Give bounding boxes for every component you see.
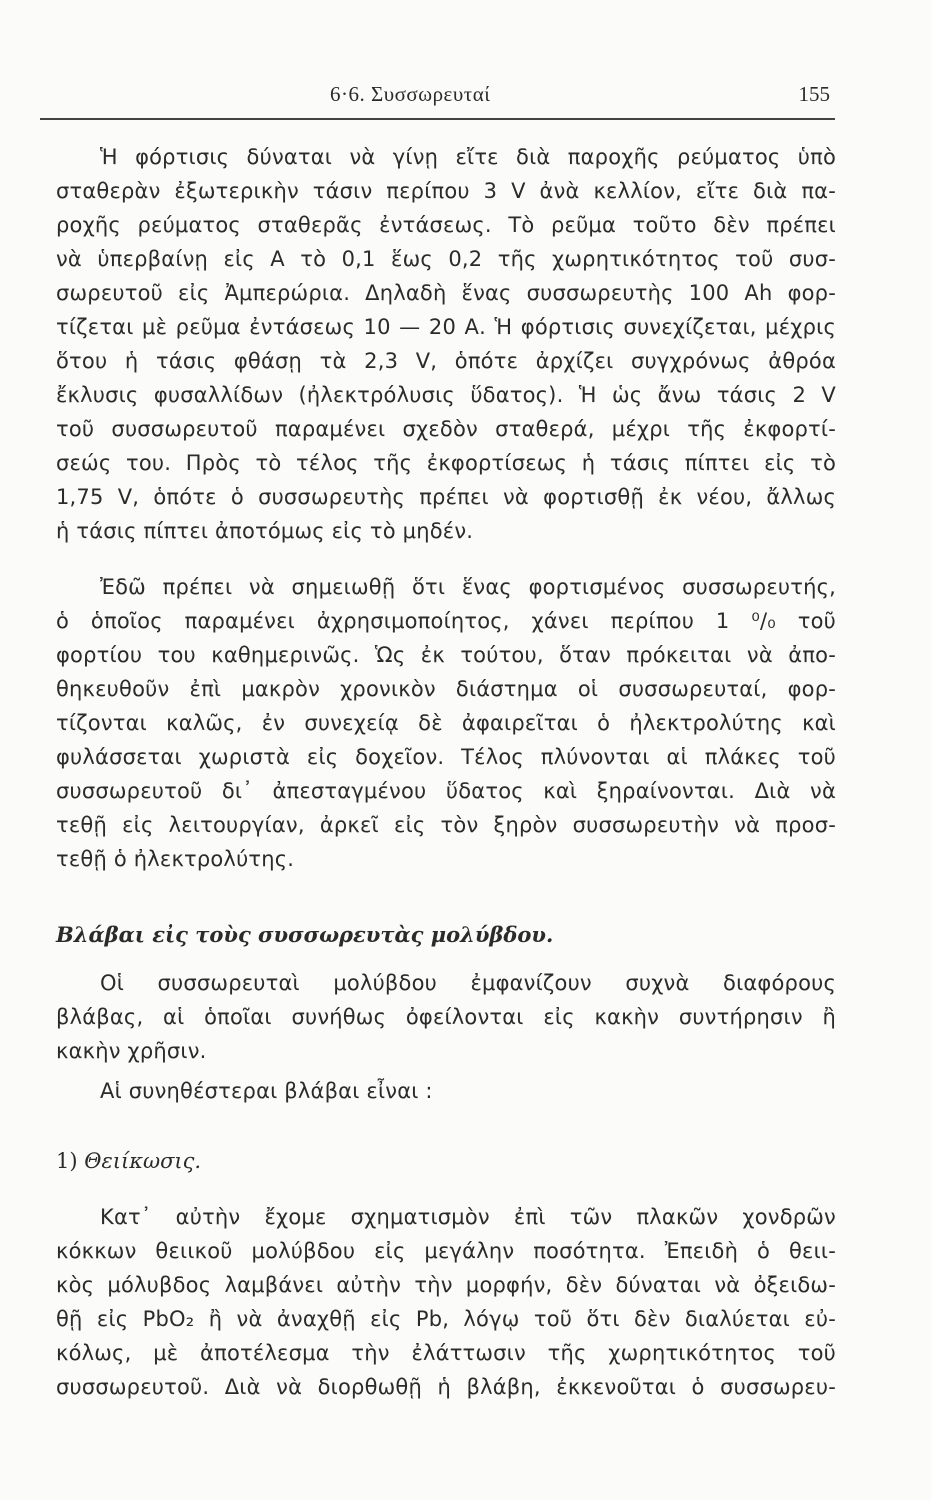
- text-line: κὸς μόλυβδος λαμβάνει αὐτὴν τὴν μορφήν, δὲν δύναται νὰ ὀξειδω-: [56, 1273, 836, 1297]
- list-item-number: 1): [56, 1149, 78, 1173]
- header-rule: [40, 118, 835, 120]
- page-header: [40, 78, 830, 118]
- text-line: ἡ τάσις πίπτει ἀποτόμως εἰς τὸ μηδέν.: [56, 519, 474, 543]
- text-line: ροχῆς ρεύματος σταθερᾶς ἐντάσεως. Τὸ ρεῦμα τοῦτο δὲν πρέπει: [56, 213, 836, 237]
- text-line: Οἱ συσσωρευταὶ μολύβδου ἐμφανίζουν συχνὰ διαφόρους: [100, 971, 836, 995]
- text-line: τίζονται καλῶς, ἐν συνεχείᾳ δὲ ἀφαιρεῖται ὁ ἠλεκτρολύτης καὶ: [56, 711, 836, 735]
- section-heading: Βλάβαι εἰς τοὺς συσσωρευτὰς μολύβδου.: [56, 922, 554, 947]
- text-line: τεθῇ ὁ ἠλεκτρολύτης.: [56, 847, 295, 871]
- text-line: φυλάσσεται χωριστὰ εἰς δοχεῖον. Τέλος πλύνονται αἱ πλάκες τοῦ: [56, 745, 836, 769]
- text-line: Αἱ συνηθέστεραι βλάβαι εἶναι :: [100, 1079, 433, 1103]
- running-head: 6·6. Συσσωρευταί: [330, 82, 491, 106]
- text-line: ὁ ὁποῖος παραμένει ἀχρησιμοποίητος, χάνει περίπου 1 ⁰/₀ τοῦ: [56, 609, 836, 633]
- text-line: σεώς του. Πρὸς τὸ τέλος τῆς ἐκφορτίσεως ἡ τάσις πίπτει εἰς τὸ: [56, 451, 836, 475]
- text-line: νὰ ὑπερβαίνῃ εἰς Α τὸ 0,1 ἕως 0,2 τῆς χωρητικότητος τοῦ συσ-: [56, 247, 836, 271]
- list-item-title: Θειίκωσις.: [84, 1149, 202, 1173]
- text-line: βλάβας, αἱ ὁποῖαι συνήθως ὀφείλονται εἰς κακὴν συντήρησιν ἢ: [56, 1005, 836, 1029]
- text-line: τοῦ συσσωρευτοῦ παραμένει σχεδὸν σταθερά, μέχρι τῆς ἐκφορτί-: [56, 417, 836, 441]
- text-line: τεθῇ εἰς λειτουργίαν, ἀρκεῖ εἰς τὸν ξηρὸν συσσωρευτὴν νὰ προσ-: [56, 813, 836, 837]
- text-line: θηκευθοῦν ἐπὶ μακρὸν χρονικὸν διάστημα οἱ συσσωρευταί, φορ-: [56, 677, 836, 701]
- text-line: κόκκων θειικοῦ μολύβδου εἰς μεγάλην ποσότητα. Ἐπειδὴ ὁ θειι-: [56, 1239, 836, 1263]
- text-line: ὅτου ἡ τάσις φθάσῃ τὰ 2,3 V, ὁπότε ἀρχίζει συγχρόνως ἀθρόα: [56, 349, 836, 373]
- text-line: ἔκλυσις φυσαλλίδων (ἠλεκτρόλυσις ὕδατος). Ἡ ὡς ἄνω τάσις 2 V: [56, 383, 836, 407]
- text-line: κακὴν χρῆσιν.: [56, 1039, 207, 1063]
- text-line: Ἐδῶ πρέπει νὰ σημειωθῇ ὅτι ἕνας φορτισμένος συσσωρευτής,: [100, 575, 836, 599]
- text-line: συσσωρευτοῦ δι᾽ ἀπεσταγμένου ὕδατος καὶ ξηραίνονται. Διὰ νὰ: [56, 779, 836, 803]
- text-line: 1,75 V, ὁπότε ὁ συσσωρευτὴς πρέπει νὰ φορτισθῇ ἐκ νέου, ἄλλως: [56, 485, 836, 509]
- text-line: φορτίου του καθημερινῶς. Ὡς ἐκ τούτου, ὅταν πρόκειται νὰ ἀπο-: [56, 643, 836, 667]
- list-item-heading: [56, 1144, 201, 1178]
- page-number: 155: [798, 82, 830, 106]
- text-line: συσσωρευτοῦ. Διὰ νὰ διορθωθῇ ἡ βλάβη, ἐκκενοῦται ὁ συσσωρευ-: [56, 1375, 836, 1399]
- text-line: τίζεται μὲ ρεῦμα ἐντάσεως 10 — 20 Α. Ἡ φόρτισις συνεχίζεται, μέχρις: [56, 315, 836, 339]
- text-line: σταθερὰν ἐξωτερικὴν τάσιν περίπου 3 V ἀνὰ κελλίον, εἴτε διὰ πα-: [56, 179, 836, 203]
- text-line: Ἡ φόρτισις δύναται νὰ γίνῃ εἴτε διὰ παροχῆς ρεύματος ὑπὸ: [100, 145, 836, 169]
- text-line: θῇ εἰς PbO₂ ἢ νὰ ἀναχθῇ εἰς Pb, λόγῳ τοῦ ὅτι δὲν διαλύεται εὐ-: [56, 1307, 836, 1331]
- text-line: Κατ᾽ αὐτὴν ἔχομε σχηματισμὸν ἐπὶ τῶν πλακῶν χονδρῶν: [100, 1205, 836, 1229]
- text-line: σωρευτοῦ εἰς Ἀμπερώρια. Δηλαδὴ ἕνας συσσωρευτὴς 100 Ah φορ-: [56, 281, 836, 305]
- text-line: κόλως, μὲ ἀποτέλεσμα τὴν ἐλάττωσιν τῆς χωρητικότητος τοῦ: [56, 1341, 836, 1365]
